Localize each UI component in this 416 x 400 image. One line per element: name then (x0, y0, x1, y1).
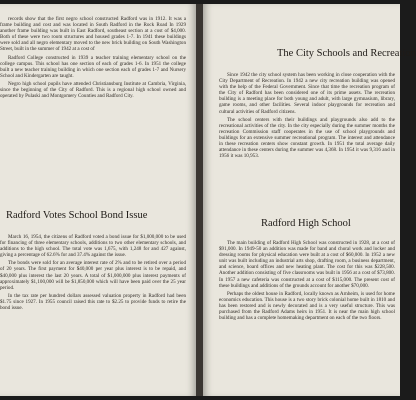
bond-text (0, 234, 186, 313)
paragraph: Perhaps the oldest house in Radford, locally known as Arnheim, is used for home economics education. This house is a two story brick colonial home built in 1810 and has been restored and is newly decorated and is a very useful structure. This was purchased from the Radford Adams heirs in 1951. It is near the main high school building and has a complete homemaking department on each of the two floors. (219, 290, 395, 322)
paragraph: Radford College constructed in 1939 a teacher training elementary school on the college campus. This school has one section of each of grades 1-6. In 1951 the college built a new teacher training building in which one section each of grades 1-7 and Nursery School and Kindergarten are taught. (0, 54, 186, 79)
paragraph: Negro high school pupils have attended Christiansburg Institute at Cambria, Virginia, since the beginning of the City of Radford. This is a regional high school owned and operated by Pulaski and Montgomery Counties and Radford City. (0, 80, 186, 100)
paragraph: In the tax rate per hundred dollars assessed valuation property in Radford had been $1.75 since 1927. In 1955 council raised this rate to $2.25 to provide funds to retire the bond issue. (0, 292, 186, 312)
paragraph: records show that the first negro school constructed Radford was in 1912. It was a frame building and cost and was located in South Radford in the Rock Road In 1929 another frame building was built in East Radford, southeast section at a cost of $4,000. Both of these were two room structures and housed grades 1-7. In 1941 these buildings were sold and all negro elementary moved to the new brick building on South Washington Street, built in the summer of 1942 at a cost of (0, 16, 186, 53)
book-spread (0, 4, 416, 396)
high-school-heading: Radford High School (261, 218, 351, 229)
recreation-text (219, 72, 395, 161)
bond-heading: Radford Votes School Bond Issue (6, 210, 148, 221)
intro-text (0, 16, 186, 101)
recreation-heading: The City Schools and Recreation (277, 48, 416, 59)
left-page (0, 4, 196, 396)
paragraph: Since 1942 the city school system has been working in close cooperation with the City Department of Recreation. In 1942 a new city recreation building was opened with the help of the Federal Government. Since that time the recreation program of the City of Radford has been considered one of its prime assets. The recreation building is a meeting place for both young and adult, with large gymnasium, library, game rooms, and other facilities. Several indoor playgrounds for recreation and cultural activities of Radford citizens. (219, 72, 395, 115)
right-page (203, 4, 416, 396)
paragraph: March 16, 1954, the citizens of Radford voted a bond issue for $1,000,000 to be used for financing of three elementary schools, additions to two other elementary schools, and additions to the high school. The total vote was 1,675, with 1,248 for and 427 against, giving a percentage of 62.6% for and 37.4% against the issue. (0, 234, 186, 259)
high-school-text (219, 240, 395, 323)
book-gutter (196, 4, 203, 396)
paragraph: The main building of Radford High School was constructed in 1928, at a cost of $91,000. In 1949-50 an addition was made for band and choral work and locker and dressing rooms for physical education were built at a cost of $60,000. In 1952 a new unit was built including an industrial arts shop, drafting room, a business department, and science, board offices and new heating plant. The cost for this was $228,500. Another addition consisting of five classrooms was built in 1956 at a cost of $73,800. In 1957 a new cafeteria was constructed at a cost of $115,000. The present cost of these buildings and additions of the grounds account for another $70,000. (219, 240, 395, 289)
paragraph: The school centers with their buildings and playgrounds also add to the recreational activities of the city. In the city especially during the summer months the recreation Commission staff cooperates in the use of school playgrounds and buildings for an extensive summer recreational program. The interest and attendance in these recreation centers show constant growth. In 1951 the total average daily attendance in these centers during the summer was 4,368. In 1954 it was 9,316 and in 1956 it was 10,953. (219, 116, 395, 160)
paragraph: The bonds were sold for an average interest rate of 2% and to be retired over a period of 20 years. The first payment for $40,000 per year plus interest is to be repaid, and $40,000 plus interest the last 20 years. A total of $1,000,000 plus interest payments of approximately $1,100,000 will be $1,850,000 which will have been paid over the 25 year period. (0, 260, 186, 291)
